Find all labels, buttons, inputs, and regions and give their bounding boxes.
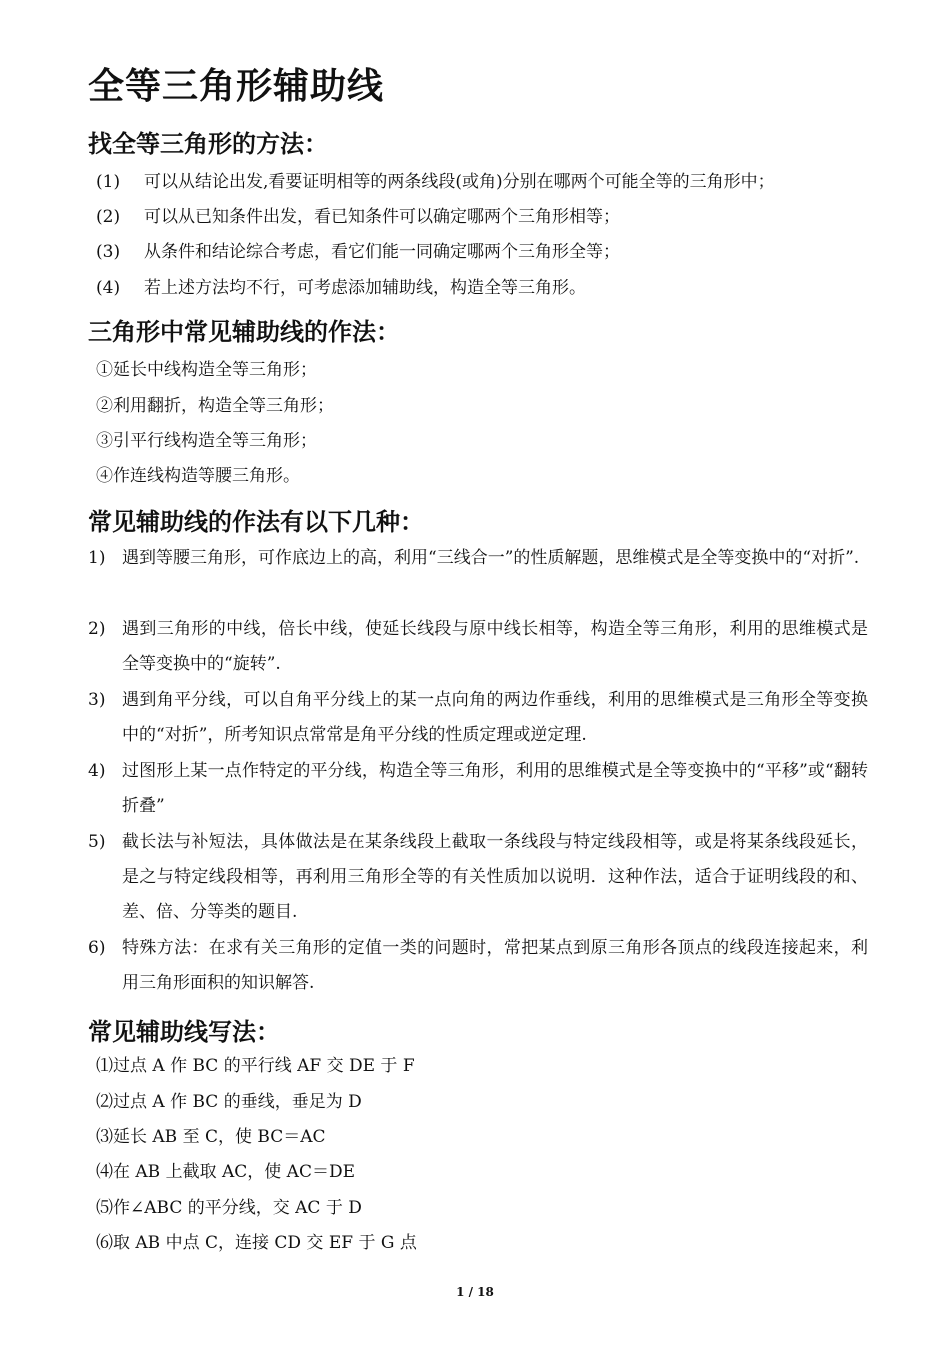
list-item bbox=[96, 240, 620, 264]
list-item bbox=[88, 683, 868, 753]
section-heading-several-kinds: 常见辅助线的作法有以下几种： bbox=[88, 508, 424, 536]
list-item-text: 遇到等腰三角形，可作底边上的高，利用“三线合一”的性质解题，思维模式是全等变换中的“对折”. bbox=[122, 548, 860, 568]
list-item-text: 可以从已知条件出发，看已知条件可以确定哪两个三角形相等； bbox=[144, 207, 620, 227]
list-item: ③引平行线构造全等三角形； bbox=[96, 431, 317, 451]
list-item-text: 特殊方法：在求有关三角形的定值一类的问题时，常把某点到原三角形各顶点的线段连接起来，利用三角形面积的知识解答. bbox=[122, 938, 868, 993]
list-item: ⑶延长 AB 至 C，使 BC＝AC bbox=[96, 1127, 326, 1147]
list-item-number: 5) bbox=[88, 832, 106, 852]
list-item-text: 从条件和结论综合考虑，看它们能一同确定哪两个三角形全等； bbox=[144, 242, 620, 262]
list-item bbox=[88, 825, 868, 930]
section-heading-common-methods: 三角形中常见辅助线的作法： bbox=[88, 318, 400, 346]
list-item: ⑵过点 A 作 BC 的垂线，垂足为 D bbox=[96, 1092, 362, 1112]
list-item-text: 截长法与补短法，具体做法是在某条线段上截取一条线段与特定线段相等，或是将某条线段延长，是之与特定线段相等，再利用三角形全等的有关性质加以说明．这种作法，适合于证明线段的和、差、倍、分等类的题目. bbox=[122, 832, 868, 922]
section-heading-find-method: 找全等三角形的方法： bbox=[88, 130, 328, 158]
list-item bbox=[96, 205, 620, 229]
list-item-number: (4) bbox=[96, 278, 121, 298]
list-item bbox=[88, 754, 868, 824]
list-item-text: 过图形上某一点作特定的平分线，构造全等三角形，利用的思维模式是全等变换中的“平移”或“翻转折叠” bbox=[122, 761, 868, 816]
list-item-text: 若上述方法均不行，可考虑添加辅助线，构造全等三角形。 bbox=[144, 278, 586, 298]
list-item-number: (1) bbox=[96, 172, 121, 192]
list-item: ⑹取 AB 中点 C，连接 CD 交 EF 于 G 点 bbox=[96, 1233, 417, 1253]
list-item: ⑸作∠ABC 的平分线，交 AC 于 D bbox=[96, 1198, 362, 1218]
list-item: ①延长中线构造全等三角形； bbox=[96, 360, 317, 380]
list-item bbox=[88, 541, 868, 576]
list-item-text: 可以从结论出发,看要证明相等的两条线段(或角)分别在哪两个可能全等的三角形中； bbox=[144, 172, 775, 192]
list-item: ⑷在 AB 上截取 AC，使 AC＝DE bbox=[96, 1162, 355, 1182]
list-item-number: 3) bbox=[88, 690, 106, 710]
list-item-number: (2) bbox=[96, 207, 121, 227]
list-item bbox=[88, 612, 868, 682]
list-item-number: 6) bbox=[88, 938, 106, 958]
list-item-text: 遇到三角形的中线，倍长中线，使延长线段与原中线长相等，构造全等三角形，利用的思维模式是全等变换中的“旋转”. bbox=[122, 619, 868, 674]
page-title: 全等三角形辅助线 bbox=[88, 66, 385, 107]
list-item-number: 1) bbox=[88, 548, 106, 568]
list-item-number: (3) bbox=[96, 242, 121, 262]
list-item-number: 4) bbox=[88, 761, 106, 781]
list-item-text: 遇到角平分线，可以自角平分线上的某一点向角的两边作垂线，利用的思维模式是三角形全等变换中的“对折”，所考知识点常常是角平分线的性质定理或逆定理. bbox=[122, 690, 868, 745]
list-item bbox=[96, 276, 586, 300]
list-item-number: 2) bbox=[88, 619, 106, 639]
list-item: ②利用翻折，构造全等三角形； bbox=[96, 396, 334, 416]
list-item: ④作连线构造等腰三角形。 bbox=[96, 466, 300, 486]
list-item: ⑴过点 A 作 BC 的平行线 AF 交 DE 于 F bbox=[96, 1056, 415, 1076]
page-number: 1 / 18 bbox=[456, 1285, 494, 1299]
list-item bbox=[88, 931, 868, 1001]
section-heading-writing: 常见辅助线写法： bbox=[88, 1018, 280, 1046]
list-item bbox=[96, 170, 775, 194]
